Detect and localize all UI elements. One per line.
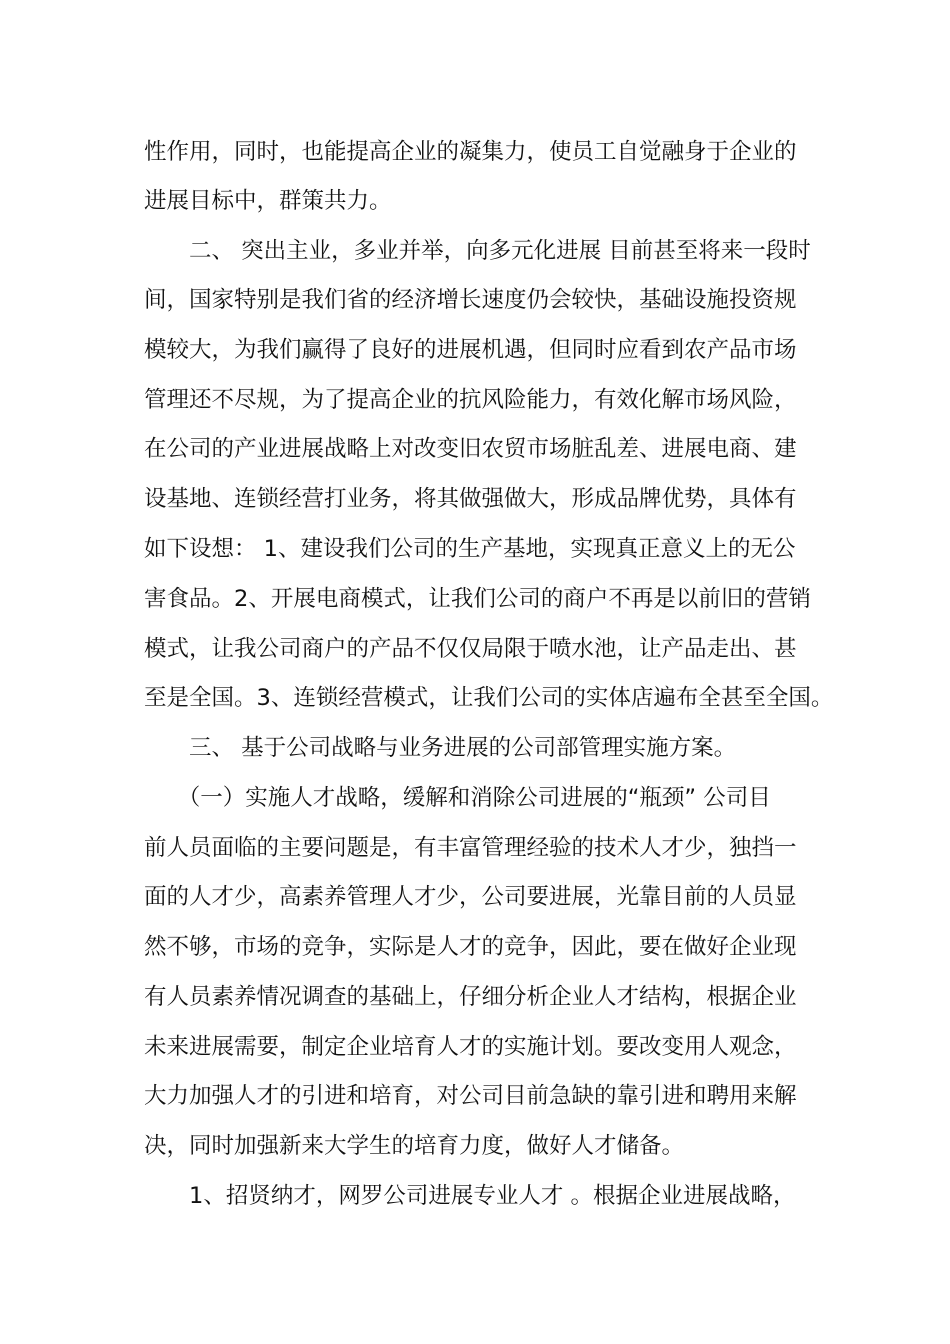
text-line: 1、招贤纳才，网罗公司进展专业人才 。根据企业进展战略， (144, 1183, 796, 1209)
text-line: 大力加强人才的引进和培育，对公司目前急缺的靠引进和聘用来解 (144, 1083, 797, 1109)
text-line: 决，同时加强新来大学生的培育力度，做好人才储备。 (144, 1133, 685, 1159)
text-line: 模较大，为我们赢得了良好的进展机遇，但同时应看到农产品市场 (144, 337, 797, 363)
text-line: 至是全国。3、连锁经营模式，让我们公司的实体店遍布全甚至全国。 (144, 685, 834, 711)
text-line: 未来进展需要，制定企业培育人才的实施计划。要改变用人观念， (144, 1034, 797, 1060)
text-line: 然不够，市场的竞争，实际是人才的竞争，因此，要在做好企业现 (144, 934, 797, 960)
text-line: 间，国家特别是我们省的经济增长速度仍会较快，基础设施投资规 (144, 287, 797, 313)
text-line: 面的人才少，高素养管理人才少，公司要进展，光靠目前的人员显 (144, 884, 797, 910)
text-line: 在公司的产业进展战略上对改变旧农贸市场脏乱差、进展电商、建 (144, 436, 797, 462)
text-line: 设基地、连锁经营打业务，将其做强做大，形成品牌优势，具体有 (144, 486, 797, 512)
text-line: 管理还不尽规，为了提高企业的抗风险能力，有效化解市场风险， (144, 387, 797, 413)
text-line: 进展目标中，群策共力。 (144, 188, 392, 214)
text-line: 三、 基于公司战略与业务进展的公司部管理实施方案。 (144, 735, 737, 761)
text-line: 性作用，同时，也能提高企业的凝集力，使员工自觉融身于企业的 (144, 139, 797, 165)
text-line: （一）实施人才战略，缓解和消除公司进展的“瓶颈” 公司目 (144, 785, 771, 811)
text-line: 前人员面临的主要问题是，有丰富管理经验的技术人才少，独挡一 (144, 835, 797, 861)
text-line: 有人员素养情况调查的基础上，仔细分析企业人才结构，根据企业 (144, 984, 797, 1010)
text-line: 害食品。2、开展电商模式，让我们公司的商户不再是以前旧的营销 (144, 586, 811, 612)
text-line: 二、 突出主业，多业并举，向多元化进展 目前甚至将来一段时 (144, 238, 811, 264)
text-line: 模式，让我公司商户的产品不仅仅局限于喷水池，让产品走出、甚 (144, 636, 797, 662)
text-line: 如下设想： 1、建设我们公司的生产基地，实现真正意义上的无公 (144, 536, 796, 562)
